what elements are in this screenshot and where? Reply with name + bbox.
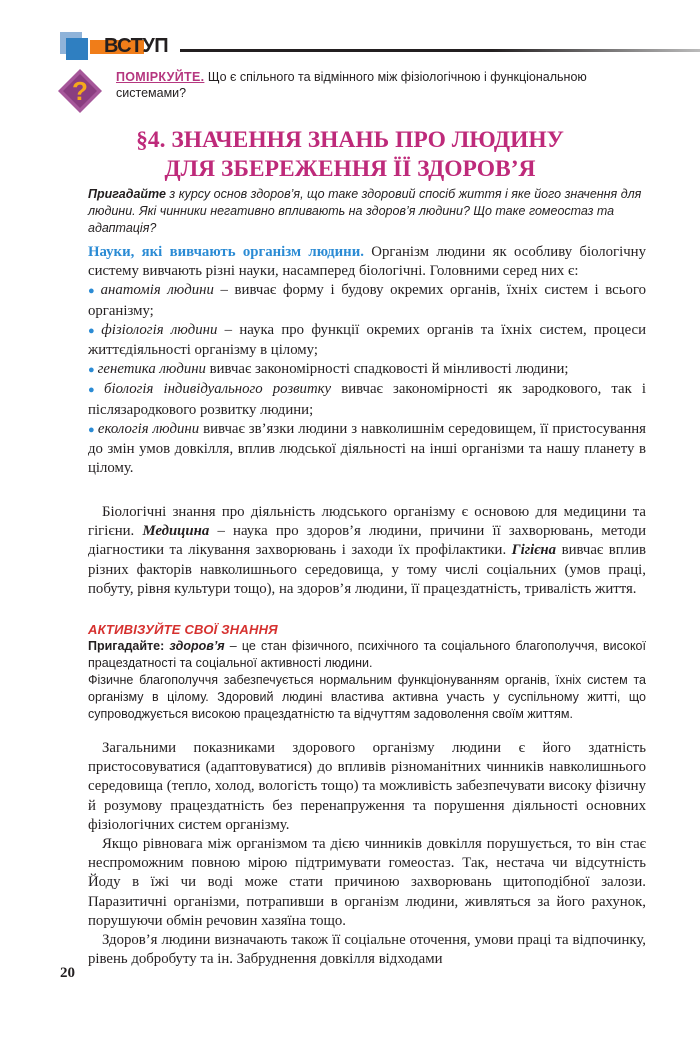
activate-text-2: Фізичне благополуччя забезпечується нормальним функціонуванням органів, їхніх систем та організму в цілому. Здоровий людині властива активна участь у суспільному житті, що супроводжується високою працездатністю та відчуттям задоволення своїм життям. [88,673,646,721]
paragraph [88,503,646,599]
activate-title: АКТИВІЗУЙТЕ СВОЇ ЗНАННЯ [88,622,278,637]
section-label: ВСТУП [104,35,169,57]
paragraph-text: Біологічні знання про діяльність людського організму є основою для медицини та гігієни. [88,504,646,540]
title-line-1: §4. ЗНАЧЕННЯ ЗНАНЬ ПРО ЛЮДИНУ [136,127,564,153]
list-item-text: вивчає зв’язки людини з навколишнім середовищем, її пристосування до змін умов довкілля, вплив людської діяльності на інші організми та нашу планету в цілому. [88,420,646,477]
list-item [88,281,646,320]
page-header [60,30,660,60]
bullet-icon: ● [88,324,99,337]
think-label: ПОМІРКУЙТЕ. [116,70,205,84]
recall-text: з курсу основ здоров’я, що таке здоровий спосіб життя і яке його значення для людини. Які чинники негативно впливають на здоров’я людини? Що таке гомеостаз та адаптація? [88,187,642,235]
section-title [60,126,640,184]
svg-text:?: ? [72,76,88,106]
activate-text: – це стан фізичного, психічного та соціального благополуччя, високої працездатності та соціальної активності людини. [88,639,646,670]
activate-term: здоров’я [169,639,225,653]
list-item-term: екологія людини [97,420,200,437]
activate-definition [88,638,646,672]
recall-label: Пригадайте [88,187,166,201]
bullet-icon: ● [88,285,98,298]
activate-knowledge-box [88,621,646,723]
sciences-heading: Науки, які вивчають організм людини. [88,244,364,260]
term-medicine: Медицина [142,523,210,540]
list-item [88,420,646,479]
medicine-hygiene-paragraph [88,503,646,599]
recall-prompt [88,186,646,237]
list-item-term: анатомія людини [100,282,214,299]
think-text: Що є спільного та відмінного між фізіологічною і функціональною системами? [116,70,587,100]
list-item-text: – наука про функції окремих органів та їхніх систем, процеси життєдіяльності організму в цілому; [88,321,646,359]
page-number: 20 [60,965,75,981]
think-question [116,69,646,101]
term-hygiene: Гігієна [511,542,557,559]
sciences-intro [88,243,646,281]
paragraph-text: – наука про здоров’я людини, причини її захворювань, методи діагностики та лікування захворювань і заходи їх профілактики. [88,523,646,559]
title-line-2: ДЛЯ ЗБЕРЕЖЕННЯ ЇЇ ЗДОРОВ’Я [164,156,536,182]
bullet-icon: ● [88,364,95,377]
bullet-icon: ● [88,423,95,436]
paragraph-text: вивчає вплив різних факторів навколишнього середовища, у тому числі соціальних (умов праці, побуту, рівня культури тощо), на здоров’я людини, її працездатність, тривалість життя. [88,542,646,597]
list-item-term: генетика людини [97,361,206,378]
activate-label: Пригадайте: [88,639,165,653]
list-item-text: вивчає закономірності як зародкового, так і післязародкового розвитку людини; [88,381,646,418]
sciences-block [88,243,646,478]
list-item-term: фізіологія людини [101,321,218,338]
health-indicators-text [88,739,646,969]
header-rule [180,49,700,52]
list-item [88,380,646,419]
list-item-term: біологія індивідуального розвитку [104,381,332,398]
question-diamond-icon [57,68,103,114]
list-item [88,321,646,360]
header-square-front [66,38,88,60]
paragraph: Якщо рівновага між організмом та дією чинників довкілля порушується, то він стає неспроможним повною мірою підтримувати гомеостаз. Так, нестача чи відсутність Йоду в їжі чи воді може стати причиною захворювань щитоподібної залози. Паразитичні організми, потрапивши в організм людини, живляться за його рахунок, порушуючи обмін речовин хазяїна тощо. [88,836,646,929]
paragraph: Здоров’я людини визначають також її соціальне оточення, умови праці та відпочинку, рівень добробуту та ін. Забруднення довкілля відходами [88,932,646,968]
list-item-text: вивчає закономірності спадковості й мінливості людини; [205,361,569,378]
list-item-text: – вивчає форму і будову окремих органів, їхніх систем і всього організму; [88,282,646,319]
bullet-icon: ● [88,384,102,397]
list-item [88,360,646,380]
paragraph: Загальними показниками здорового організму людини є його здатність пристосовуватися (адаптовуватися) до впливів різноманітних чинників навколишнього середовища (тепло, холод, вологість тощо) та можливість забезпечувати високу фізичну й розумову працездатність без перенапруження та порушення діяльності основних фізіологічних систем організму. [88,740,646,833]
sciences-intro-text: Організм людини як особливу біологічну систему вивчають різні науки, насамперед біологічні. Головними серед них є: [88,244,647,280]
